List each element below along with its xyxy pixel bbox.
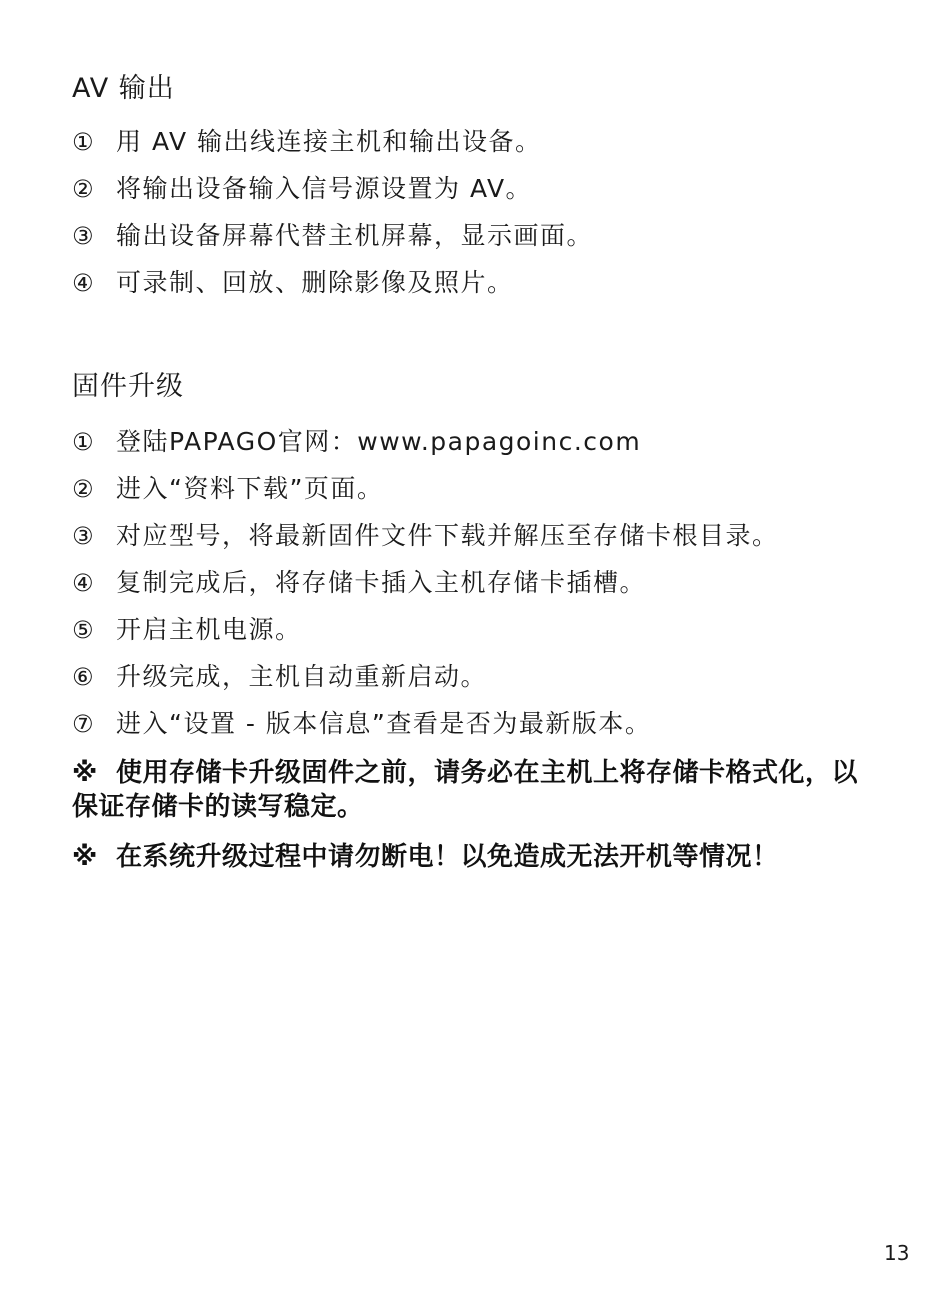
step-number: ②	[72, 175, 96, 203]
firmware-step-4	[72, 567, 646, 599]
step-text: 进入“资料下载”页面。	[116, 474, 384, 503]
step-text: 开启主机电源。	[116, 615, 302, 644]
step-number: ④	[72, 569, 96, 597]
firmware-step-2	[72, 473, 383, 505]
step-number: ⑤	[72, 616, 96, 644]
av-output-heading: AV 输出	[72, 73, 175, 104]
step-number: ⑦	[72, 710, 96, 738]
warning-no-power-off	[72, 840, 872, 874]
step-text: 输出设备屏幕代替主机屏幕，显示画面。	[116, 221, 594, 250]
warning-format-card	[72, 756, 872, 824]
reference-mark: ※	[72, 758, 98, 788]
step-number: ①	[72, 428, 96, 456]
page-number: 13	[884, 1241, 910, 1265]
step-number: ①	[72, 128, 96, 156]
step-number: ②	[72, 475, 96, 503]
firmware-step-6	[72, 661, 487, 693]
step-text: 可录制、回放、删除影像及照片。	[116, 268, 514, 297]
firmware-step-3	[72, 520, 779, 552]
step-text: 进入“设置 - 版本信息”查看是否为最新版本。	[116, 709, 652, 738]
step-text: 对应型号，将最新固件文件下载并解压至存储卡根目录。	[116, 521, 779, 550]
firmware-step-1	[72, 426, 641, 458]
av-step-3	[72, 220, 593, 252]
step-text: 复制完成后，将存储卡插入主机存储卡插槽。	[116, 568, 647, 597]
firmware-upgrade-heading: 固件升级	[72, 371, 184, 402]
step-number: ⑥	[72, 663, 96, 691]
step-text: 用 AV 输出线连接主机和输出设备。	[116, 127, 542, 156]
step-text: 将输出设备输入信号源设置为 AV。	[116, 174, 533, 203]
av-step-4	[72, 267, 514, 299]
step-text: 升级完成，主机自动重新启动。	[116, 662, 488, 691]
step-number: ③	[72, 522, 96, 550]
step-text: 登陆PAPAGO官网：www.papagoinc.com	[116, 427, 642, 456]
warning-text: 使用存储卡升级固件之前，请务必在主机上将存储卡格式化，以保证存储卡的读写稳定。	[72, 758, 859, 822]
reference-mark: ※	[72, 842, 98, 872]
step-number: ③	[72, 222, 96, 250]
av-step-1	[72, 126, 542, 158]
firmware-step-7	[72, 708, 651, 740]
step-number: ④	[72, 269, 96, 297]
av-step-2	[72, 173, 532, 205]
firmware-step-5	[72, 614, 302, 646]
warning-text: 在系统升级过程中请勿断电！以免造成无法开机等情况！	[116, 842, 779, 872]
